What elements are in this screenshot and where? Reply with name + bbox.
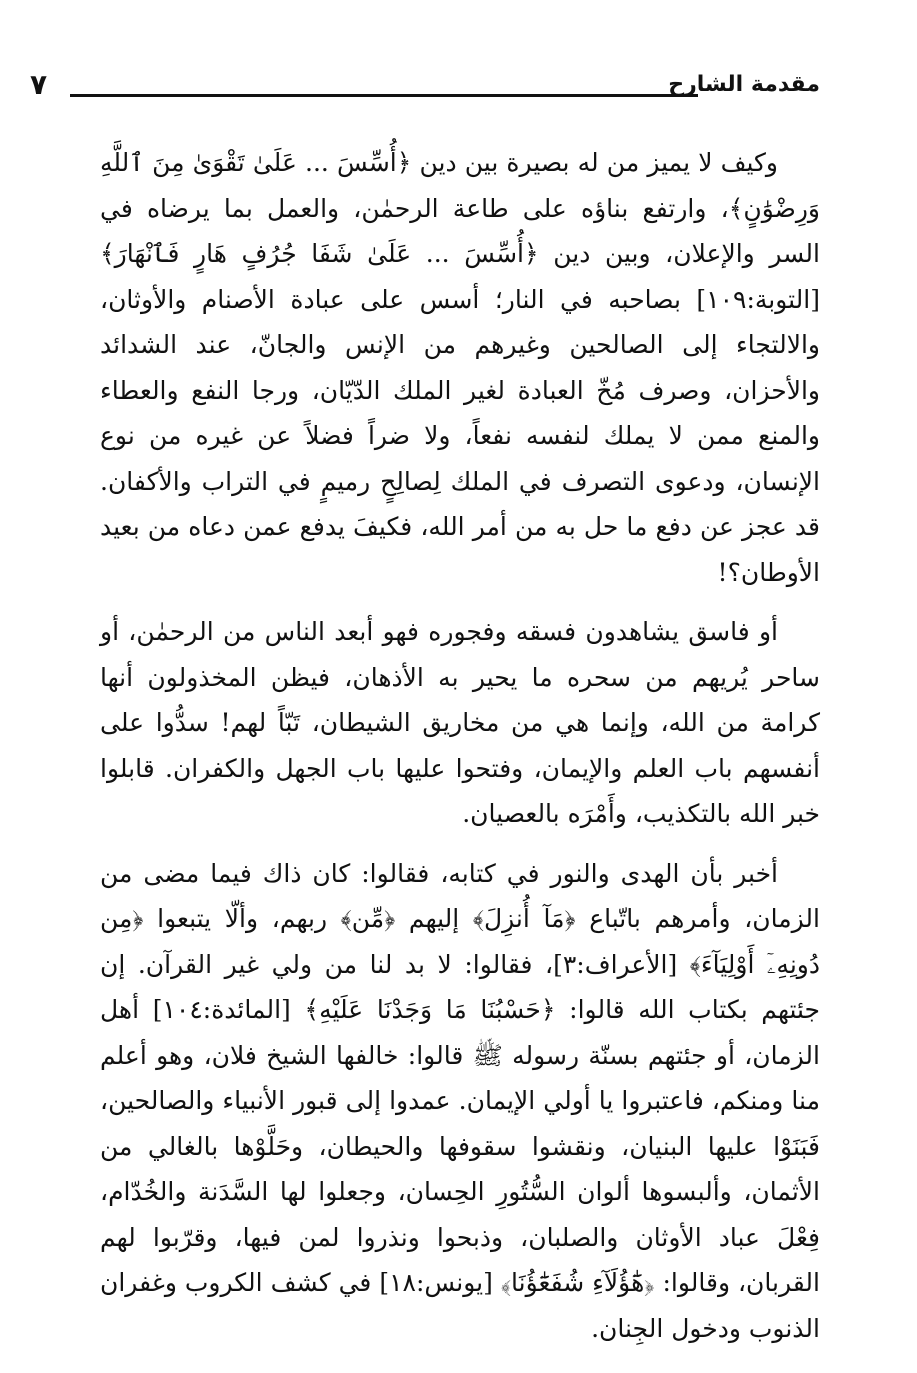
paragraph-3: أخبر بأن الهدى والنور في كتابه، فقالوا: كان ذاك فيما مضى من الزمان، وأمرهم باتّباع ﴿مَآ أُنزِلَ﴾ إليهم ﴿مِّن﴾ ربهم، وألّا يتبعوا ﴿مِن دُونِهِۦٓ أَوْلِيَآءَ﴾ [الأعراف:٣]، فقالوا: لا بد لنا من ولي غير القرآن. إن جئتهم بكتاب الله قالوا: ﴿حَسْبُنَا مَا وَجَدْنَا عَلَيْهِ﴾ [المائدة:١٠٤] أهل الزمان، أو جئتهم بسنّة رسوله ﷺ قالوا: خالفها الشيخ فلان، وهو أعلم منا ومنكم، فاعتبروا يا أولي الإيمان. عمدوا إلى قبور الأنبياء والصالحين، فَبَنَوْا عليها البنيان، ونقشوا سقوفها والحيطان، وحَلَّوْها بالغالي من الأثمان، وألبسوها ألوان السُّتُورِ الحِسان، وجعلوا لها السَّدَنة والخُدّام، فِعْلَ عباد الأوثان والصلبان، وذبحوا ونذروا لمن فيها، وقرّبوا لهم القربان، وقالوا: ﴿هَٰٓؤُلَآءِ شُفَعَٰٓؤُنَا﴾ [يونس:١٨] في كشف الكروب وغفران الذنوب ودخول الجِنان. [100, 858, 821, 1343]
body-text [100, 140, 820, 1351]
page-header [30, 68, 820, 112]
paragraph-1: وكيف لا يميز من له بصيرة بين دين ﴿أُسِّسَ ... عَلَىٰ تَقْوَىٰ مِنَ ٱللَّهِ وَرِضْوَٰنٍ﴾، وارتفع بناؤه على طاعة الرحمٰن، والعمل بما يرضاه في السر والإعلان، وبين دين ﴿أُسِّسَ ... عَلَىٰ شَفَا جُرُفٍ هَارٍ فَٱنْهَارَ﴾ [التوبة:١٠٩] بصاحبه في النار؛ أسس على عبادة الأصنام والأوثان، والالتجاء إلى الصالحين وغيرهم من الإنس والجانّ، عند الشدائد والأحزان، وصرف مُخّ العبادة لغير الملك الدّيّان، ورجا النفع والعطاء والمنع ممن لا يملك لنفسه نفعاً، ولا ضراً فضلاً عن غيره من نوع الإنسان، ودعوى التصرف في الملك لِصالِحٍ رميمٍ في التراب والأكفان. قد عجز عن دفع ما حل به من أمر الله، فكيفَ يدفع عمن دعاه من بعيد الأوطان؟! [100, 148, 820, 587]
running-title: مقدمة الشارح [668, 72, 820, 97]
header-rule [70, 94, 698, 97]
paragraph-2: أو فاسق يشاهدون فسقه وفجوره فهو أبعد الناس من الرحمٰن، أو ساحر يُريهم من سحره ما يحير به الأذهان، فيظن المخذولون أنها كرامة من الله، وإنما هي من مخاريق الشيطان، تَبّاً لهم! سدُّوا على أنفسهم باب العلم والإيمان، وفتحوا عليها باب الجهل والكفران. قابلوا خبر الله بالتكذيب، وأَمْرَه بالعصيان. [100, 617, 820, 828]
page-number: ٧ [30, 68, 48, 101]
